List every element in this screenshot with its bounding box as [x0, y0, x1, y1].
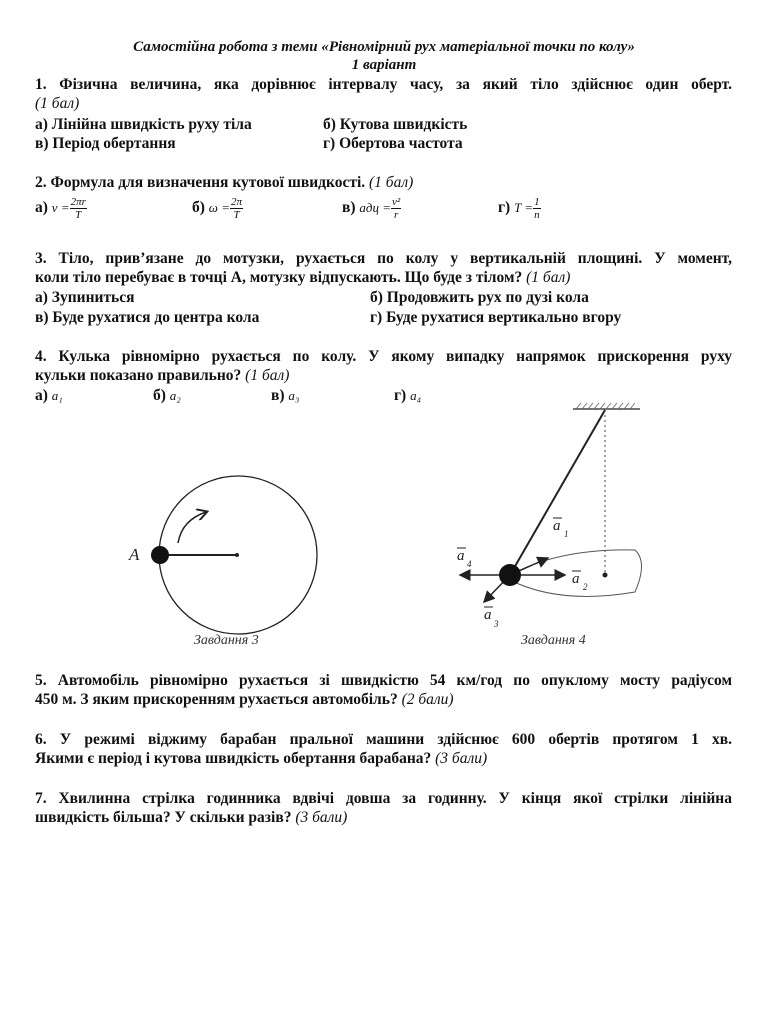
fig4-caption: Завдання 4: [521, 633, 586, 648]
thread-line: [510, 410, 605, 575]
q4-option-g[interactable]: г) a₄: [394, 387, 422, 404]
vector-bars: [457, 518, 581, 607]
fig3-circle-diagram: [120, 475, 320, 635]
vector-a4-index: 4: [467, 559, 472, 569]
q3-text: 3. Тіло, прив’язане до мотузки, рухається по колу у вертикальній площині. У момент,: [35, 250, 732, 267]
q2-option-g[interactable]: г) T = $\frac{1}{n}$: [498, 196, 540, 221]
ceiling-hatch: [576, 403, 635, 409]
q1-points: (1 бал): [35, 95, 80, 112]
q1-option-a[interactable]: а) Лінійна швидкість руху тіла: [35, 116, 252, 133]
fig4-pendulum-diagram: [440, 400, 660, 635]
point-a-label: A: [129, 545, 140, 564]
variant-label: 1 варіант: [351, 57, 417, 73]
vector-a3-label: a: [484, 607, 492, 623]
q5-text-cont: 450 м. З яким прискоренням рухається автомобіль? (2 бали): [35, 691, 454, 708]
q4-option-b[interactable]: б) a₂: [153, 387, 181, 404]
q2-option-v[interactable]: в) aдц = $\frac{\text{v²}}{r}$: [342, 196, 401, 221]
center-point: [235, 553, 239, 557]
q3-option-g[interactable]: г) Буде рухатися вертикально вгору: [370, 309, 622, 326]
vector-a2-index: 2: [583, 582, 588, 592]
q3-option-b[interactable]: б) Продовжить рух по дузі кола: [370, 289, 589, 306]
q4-option-v[interactable]: в) a₃: [271, 387, 300, 404]
q2-option-a[interactable]: а) v = $\frac{2\pi r}{T}$: [35, 196, 86, 221]
vector-a3-index: 3: [494, 619, 499, 629]
q4-option-a[interactable]: а) a₁: [35, 387, 63, 404]
fraction: $\frac{1}{n}$: [534, 196, 540, 221]
rotation-arrow-icon: [178, 512, 206, 543]
fraction: $\frac{2\pi r}{T}$: [70, 196, 86, 221]
q3-option-v[interactable]: в) Буде рухатися до центра кола: [35, 309, 260, 326]
fraction: $\frac{\text{v²}}{r}$: [392, 196, 401, 221]
q7-text-cont: швидкість більша? У скільки разів? (3 бали): [35, 809, 348, 826]
q6-text: 6. У режимі віджиму барабан пральної машини здійснює 600 обертів протягом 1 хв.: [35, 731, 732, 748]
fig3-caption: Завдання 3: [194, 633, 259, 648]
vector-a2-label: a: [572, 571, 580, 587]
q3-text-cont: коли тіло перебуває в точці A, мотузку відпускають. Що буде з тілом? (1 бал): [35, 269, 571, 286]
q1-option-v[interactable]: в) Період обертання: [35, 135, 176, 152]
pendulum-ball: [499, 564, 521, 586]
vector-a1-index: 1: [564, 529, 569, 539]
q6-text-cont: Якими є період і кутова швидкість обертання барабана? (3 бали): [35, 750, 488, 767]
vector-a1-label: a: [553, 518, 561, 534]
q2-text: 2. Формула для визначення кутової швидкості. (1 бал): [35, 174, 414, 191]
q4-text: 4. Кулька рівномірно рухається по колу. У якому випадку напрямок прискорення руху: [35, 348, 732, 365]
q5-text: 5. Автомобіль рівномірно рухається зі швидкістю 54 км/год по опуклому мосту радіусом: [35, 672, 732, 689]
q7-text: 7. Хвилинна стрілка годинника вдвічі довша за годинну. У кінця якої стрілки лінійна: [35, 790, 732, 807]
q1-option-b[interactable]: б) Кутова швидкість: [323, 116, 468, 133]
q4-text-cont: кульки показано правильно? (1 бал): [35, 367, 290, 384]
q1-option-g[interactable]: г) Обертова частота: [323, 135, 463, 152]
q3-option-a[interactable]: а) Зупиниться: [35, 289, 135, 306]
fraction: $\frac{2\pi}{T}$: [231, 196, 243, 221]
q2-option-b[interactable]: б) ω = $\frac{2\pi}{T}$: [192, 196, 243, 221]
body-ball: [151, 546, 169, 564]
worksheet-title: Самостійна робота з теми «Рівномірний рух матеріальної точки по колу»: [133, 39, 635, 55]
orbit-center: [603, 573, 608, 578]
q1-text: 1. Фізична величина, яка дорівнює інтервалу часу, за який тіло здійснює один оберт.: [35, 76, 732, 93]
vector-a4-label: a: [457, 548, 465, 564]
